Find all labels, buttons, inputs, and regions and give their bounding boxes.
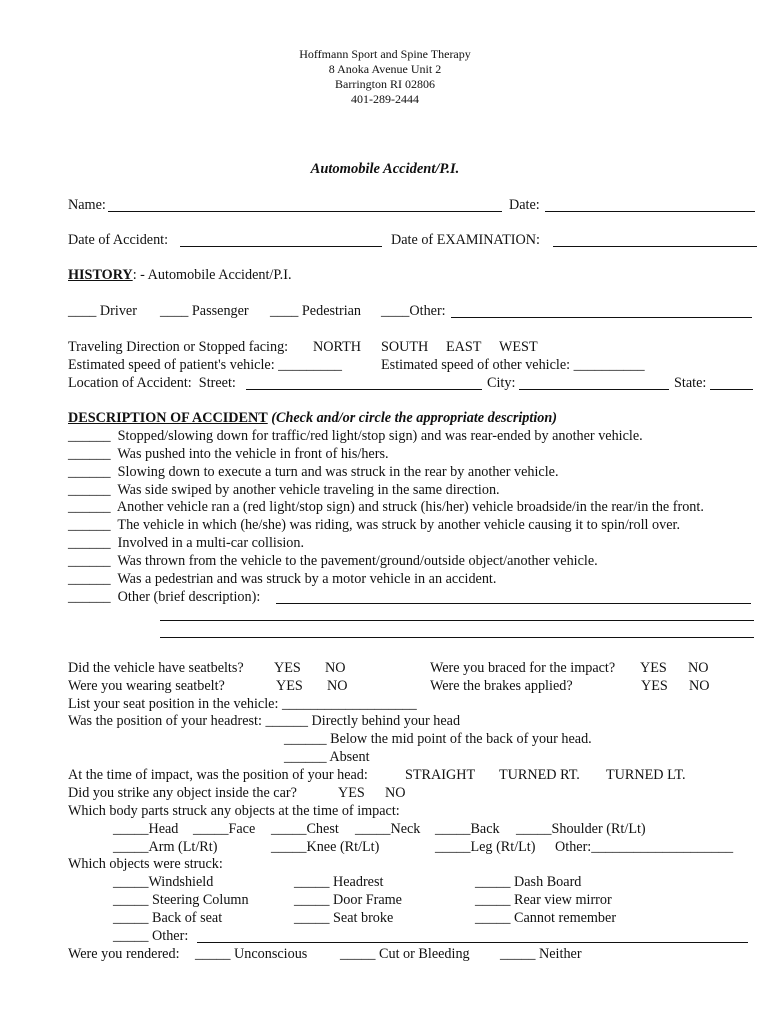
brakes-yes[interactable]: YES xyxy=(641,678,668,694)
location-city-label: City: xyxy=(487,375,516,391)
head-turned-lt[interactable]: TURNED LT. xyxy=(606,767,686,783)
objects-question: Which objects were struck: xyxy=(68,856,223,872)
braced-yes[interactable]: YES xyxy=(640,660,667,676)
object-back-of-seat[interactable]: _____ Back of seat xyxy=(113,910,223,926)
object-other-field[interactable] xyxy=(197,942,748,943)
description-heading xyxy=(68,411,557,425)
part-head[interactable]: _____Head xyxy=(113,821,179,837)
location-state-label: State: xyxy=(674,375,707,391)
description-title: DESCRIPTION OF ACCIDENT xyxy=(68,410,268,426)
date-of-exam-label: Date of EXAMINATION: xyxy=(391,232,540,248)
desc-item-9[interactable]: ______ Was a pedestrian and was struck by a motor vehicle in an accident. xyxy=(68,571,497,587)
desc-item-1[interactable]: ______ Stopped/slowing down for traffic/red light/stop sign) and was rear-ended by another vehicle. xyxy=(68,428,643,444)
headrest-absent[interactable]: ______ Absent xyxy=(284,749,370,765)
desc-other-line-3[interactable] xyxy=(160,637,754,638)
desc-other-line-2[interactable] xyxy=(160,620,754,621)
desc-item-other[interactable]: ______ Other (brief description): xyxy=(68,589,261,605)
role-pedestrian[interactable]: ____ Pedestrian xyxy=(270,303,362,319)
headrest-question[interactable]: Was the position of your headrest: ______ Directly behind your head xyxy=(68,713,461,729)
braced-question: Were you braced for the impact? xyxy=(430,660,616,676)
part-back[interactable]: _____Back xyxy=(435,821,500,837)
location-street-field[interactable] xyxy=(246,389,482,390)
rendered-neither[interactable]: _____ Neither xyxy=(500,946,582,962)
part-knee[interactable]: _____Knee (Rt/Lt) xyxy=(271,839,380,855)
object-dash-board[interactable]: _____ Dash Board xyxy=(475,874,582,890)
dir-south[interactable]: SOUTH xyxy=(381,339,429,355)
clinic-phone: 401-289-2444 xyxy=(351,92,419,106)
desc-item-8[interactable]: ______ Was thrown from the vehicle to the pavement/ground/outside object/another vehicle. xyxy=(68,553,598,569)
brakes-question: Were the brakes applied? xyxy=(430,678,573,694)
desc-item-6[interactable]: ______ The vehicle in which (he/she) was riding, was struck by another vehicle causing it to spin/roll over. xyxy=(68,517,681,533)
desc-item-4[interactable]: ______ Was side swiped by another vehicle traveling in the same direction. xyxy=(68,482,500,498)
travel-direction-label: Traveling Direction or Stopped facing: xyxy=(68,339,289,355)
clinic-address: 8 Anoka Avenue Unit 2 xyxy=(328,62,442,76)
object-windshield[interactable]: _____Windshield xyxy=(113,874,214,890)
description-instructions: (Check and/or circle the appropriate description) xyxy=(267,410,557,426)
date-of-exam-field[interactable] xyxy=(553,246,757,247)
history-subtitle: : - Automobile Accident/P.I. xyxy=(132,267,292,283)
dir-west[interactable]: WEST xyxy=(499,339,538,355)
headrest-below[interactable]: ______ Below the mid point of the back of your head. xyxy=(284,731,592,747)
wearing-yes[interactable]: YES xyxy=(276,678,303,694)
head-position-question: At the time of impact, was the position of your head: xyxy=(68,767,368,783)
desc-item-7[interactable]: ______ Involved in a multi-car collision. xyxy=(68,535,305,551)
dir-east[interactable]: EAST xyxy=(446,339,482,355)
brakes-no[interactable]: NO xyxy=(689,678,710,694)
braced-no[interactable]: NO xyxy=(688,660,709,676)
clinic-city: Barrington RI 02806 xyxy=(335,77,435,91)
name-label: Name: xyxy=(68,197,106,213)
object-steering-column[interactable]: _____ Steering Column xyxy=(113,892,249,908)
seatbelts-question: Did the vehicle have seatbelts? xyxy=(68,660,244,676)
head-turned-rt[interactable]: TURNED RT. xyxy=(499,767,580,783)
role-passenger[interactable]: ____ Passenger xyxy=(160,303,249,319)
strike-question: Did you strike any object inside the car? xyxy=(68,785,297,801)
speed-other[interactable]: Estimated speed of other vehicle: __________ xyxy=(381,357,645,373)
role-other-field[interactable] xyxy=(451,317,752,318)
date-field[interactable] xyxy=(545,211,755,212)
part-shoulder[interactable]: _____Shoulder (Rt/Lt) xyxy=(516,821,646,837)
history-heading xyxy=(68,268,292,282)
desc-other-field[interactable] xyxy=(276,603,751,604)
object-cannot-remember[interactable]: _____ Cannot remember xyxy=(475,910,617,926)
body-parts-question: Which body parts struck any objects at the time of impact: xyxy=(68,803,400,819)
strike-yes[interactable]: YES xyxy=(338,785,365,801)
name-field[interactable] xyxy=(108,211,502,212)
history-title: HISTORY xyxy=(68,267,133,283)
rendered-question: Were you rendered: xyxy=(68,946,180,962)
part-leg[interactable]: _____Leg (Rt/Lt) xyxy=(435,839,536,855)
head-straight[interactable]: STRAIGHT xyxy=(405,767,476,783)
role-driver[interactable]: ____ Driver xyxy=(68,303,137,319)
role-other[interactable]: ____Other: xyxy=(381,303,446,319)
date-of-accident-field[interactable] xyxy=(180,246,382,247)
rendered-cut-bleeding[interactable]: _____ Cut or Bleeding xyxy=(340,946,470,962)
part-neck[interactable]: _____Neck xyxy=(355,821,421,837)
object-headrest[interactable]: _____ Headrest xyxy=(294,874,384,890)
location-city-field[interactable] xyxy=(519,389,669,390)
object-door-frame[interactable]: _____ Door Frame xyxy=(294,892,402,908)
dir-north[interactable]: NORTH xyxy=(313,339,362,355)
part-arm[interactable]: _____Arm (Lt/Rt) xyxy=(113,839,218,855)
rendered-unconscious[interactable]: _____ Unconscious xyxy=(195,946,308,962)
part-face[interactable]: _____Face xyxy=(193,821,256,837)
clinic-name: Hoffmann Sport and Spine Therapy xyxy=(299,47,471,61)
location-street-label: Location of Accident: Street: xyxy=(68,375,236,391)
seatbelts-yes[interactable]: YES xyxy=(274,660,301,676)
seatbelts-no[interactable]: NO xyxy=(325,660,346,676)
object-seat-broke[interactable]: _____ Seat broke xyxy=(294,910,394,926)
date-of-accident-label: Date of Accident: xyxy=(68,232,169,248)
object-rear-view-mirror[interactable]: _____ Rear view mirror xyxy=(475,892,612,908)
desc-item-2[interactable]: ______ Was pushed into the vehicle in front of his/hers. xyxy=(68,446,389,462)
desc-item-3[interactable]: ______ Slowing down to execute a turn and was struck in the rear by another vehicle. xyxy=(68,464,559,480)
wearing-question: Were you wearing seatbelt? xyxy=(68,678,225,694)
part-chest[interactable]: _____Chest xyxy=(271,821,339,837)
date-label: Date: xyxy=(509,197,540,213)
seat-position[interactable]: List your seat position in the vehicle: ___________________ xyxy=(68,696,417,712)
strike-no[interactable]: NO xyxy=(385,785,406,801)
speed-patient[interactable]: Estimated speed of patient's vehicle: _________ xyxy=(68,357,343,373)
wearing-no[interactable]: NO xyxy=(327,678,348,694)
part-other[interactable]: Other:____________________ xyxy=(555,839,734,855)
location-state-field[interactable] xyxy=(710,389,753,390)
object-other[interactable]: _____ Other: xyxy=(113,928,189,944)
desc-item-5[interactable]: ______ Another vehicle ran a (red light/stop sign) and struck (his/her) vehicle broadside/in the rear/in the front. xyxy=(68,499,704,515)
form-title: Automobile Accident/P.I. xyxy=(310,161,460,177)
